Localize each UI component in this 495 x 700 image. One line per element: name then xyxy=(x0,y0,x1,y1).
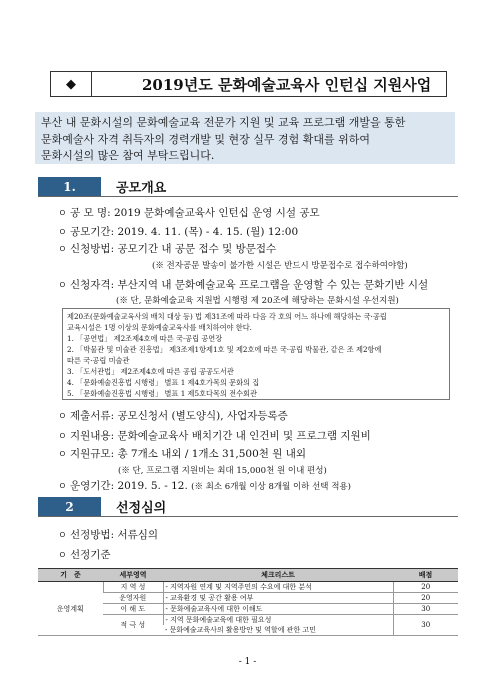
group-cell: 운영계획 xyxy=(38,582,103,636)
item-text: 지원규모: 총 7개소 내외 / 1개소 31,500천 원 내외 xyxy=(70,448,307,460)
area-cell: 운영자원 xyxy=(103,593,163,604)
item-text: 공 모 명: 2019 문화예술교육사 인턴십 운영 시설 공모 xyxy=(70,207,320,219)
score-cell: 30 xyxy=(393,615,458,636)
item-method xyxy=(58,241,276,256)
intro-line: 문화시설의 많은 참여 부탁드립니다. xyxy=(41,149,215,162)
section-title: 공모개요 xyxy=(116,181,167,196)
area-cell: 적 극 성 xyxy=(103,615,163,636)
area-cell: 지 역 성 xyxy=(103,582,163,593)
qualification-note: (※ 단, 문화예술교육 지원법 시행령 제 20조에 해당하는 문화시설 우선지원) xyxy=(116,296,399,306)
item-scale xyxy=(58,446,306,461)
intro-box xyxy=(35,112,455,164)
table-header: 배점 xyxy=(393,569,458,582)
item-criteria xyxy=(58,547,111,562)
table-header-row xyxy=(38,569,458,582)
bullet-icon: ㅇ xyxy=(58,209,67,219)
section-header xyxy=(38,177,166,196)
diamond-icon: ◆ xyxy=(51,72,92,96)
item-text: 제출서류: 공모신청서 (별도양식), 사업자등록증 xyxy=(70,410,288,422)
page-title: 2019년도 문화예술교육사 인턴십 지원사업 xyxy=(142,75,432,94)
section-header xyxy=(38,497,166,516)
title-box xyxy=(50,71,447,97)
check-cell: - 지역 문화예술교육에 대한 필요성 xyxy=(163,615,393,626)
page-number: - 1 - xyxy=(238,657,257,667)
criteria-table xyxy=(38,568,458,636)
item-text: 운영기간: 2019. 5. - 12. xyxy=(70,480,188,492)
legal-line: 교육시설은 1명 이상의 문화예술교육사를 배치하여야 한다. xyxy=(67,323,252,332)
section-divider xyxy=(38,516,458,517)
table-header: 체크리스트 xyxy=(163,569,393,582)
bullet-icon: ㅇ xyxy=(58,482,67,492)
table-row xyxy=(38,582,458,593)
bullet-icon: ㅇ xyxy=(58,432,67,442)
legal-line: 2. 「박물관 및 미술관 진흥법」 제3조제1항제1호 및 제2호에 따른 국·공립 박물관, 같은 조 제2항에 xyxy=(67,345,382,354)
legal-text-box xyxy=(62,308,450,400)
item-text: 신청자격: 부산지역 내 문화예술교육 프로그램을 운영할 수 있는 문화기반 시설 xyxy=(70,279,429,291)
item-name xyxy=(58,205,320,220)
method-note: (※ 전자공문 발송이 불가한 시설은 반드시 방문접수로 접수하여야함) xyxy=(152,261,408,271)
score-cell: 20 xyxy=(393,582,458,593)
bullet-icon: ㅇ xyxy=(58,412,67,422)
item-documents xyxy=(58,408,288,423)
item-text: 선정방법: 서류심의 xyxy=(70,529,159,541)
item-operation xyxy=(58,478,351,493)
legal-line: 제20조(문화예술교육사의 배치 대상 등) 법 제31조에 따라 다음 각 호의 어느 하나에 해당하는 국·공립 xyxy=(67,312,387,321)
item-selection-method xyxy=(58,527,158,542)
bullet-icon: ㅇ xyxy=(58,245,67,255)
intro-line: 부산 내 문화시설의 문화예술교육 전문가 지원 및 교육 프로그램 개발을 통한 xyxy=(41,116,406,129)
section-number: 2 xyxy=(38,497,101,516)
item-period xyxy=(58,224,298,239)
item-text: 공모기간: 2019. 4. 11. (목) - 4. 15. (월) 12:00 xyxy=(70,226,299,238)
check-cell: - 교육환경 및 공간 활용 여부 xyxy=(163,593,393,604)
item-text: 신청방법: 공모기간 내 공문 접수 및 방문접수 xyxy=(70,243,277,255)
legal-line: 1. 「공연법」 제2조제4호에 따른 국·공립 공연장 xyxy=(67,334,223,343)
section-divider xyxy=(38,196,458,197)
intro-line: 문화예술사 자격 취득자의 경력개발 및 현장 실무 경험 확대를 위하여 xyxy=(41,132,370,146)
section-number: 1. xyxy=(38,177,101,196)
check-cell: - 문화예술교육사에 대한 이해도 xyxy=(163,604,393,615)
item-support xyxy=(58,428,371,443)
item-text: 지원내용: 문화예술교육사 배치기간 내 인건비 및 프로그램 지원비 xyxy=(70,430,371,442)
legal-line: 4. 「문화예술진흥법 시행령」 별표 1 제4호가목의 문화의 집 xyxy=(67,378,260,387)
table-header: 세부영역 xyxy=(103,569,163,582)
section-title: 선정심의 xyxy=(116,501,167,516)
scale-note: (※ 단, 프로그램 지원비는 최대 15,000천 원 이내 편성) xyxy=(118,466,327,476)
item-text: 선정기준 xyxy=(70,549,111,561)
legal-line: 3. 「도서관법」 제2조제4호에 따른 공립 공공도서관 xyxy=(67,367,234,376)
bullet-icon: ㅇ xyxy=(58,281,67,291)
bullet-icon: ㅇ xyxy=(58,450,67,460)
area-cell: 이 해 도 xyxy=(103,604,163,615)
table-header: 기 준 xyxy=(38,569,103,582)
bullet-icon: ㅇ xyxy=(58,531,67,541)
score-cell: 30 xyxy=(393,604,458,615)
check-cell: - 문화예술교육사의 활용방안 및 역할에 관한 고민 xyxy=(163,625,393,636)
legal-line: 5. 「문화예술진흥법 시행령」 별표 1 제5호다목의 전수회관 xyxy=(67,389,257,398)
legal-line: 따른 국·공립 미술관 xyxy=(67,356,130,365)
check-cell: - 지역자원 연계 및 지역주민의 수요에 대한 분석 xyxy=(163,582,393,593)
score-cell: 20 xyxy=(393,593,458,604)
operation-note: (※ 최소 6개월 이상 8개월 이하 선택 적용) xyxy=(191,482,351,492)
item-qualification xyxy=(58,277,428,292)
bullet-icon: ㅇ xyxy=(58,551,67,561)
bullet-icon: ㅇ xyxy=(58,228,67,238)
